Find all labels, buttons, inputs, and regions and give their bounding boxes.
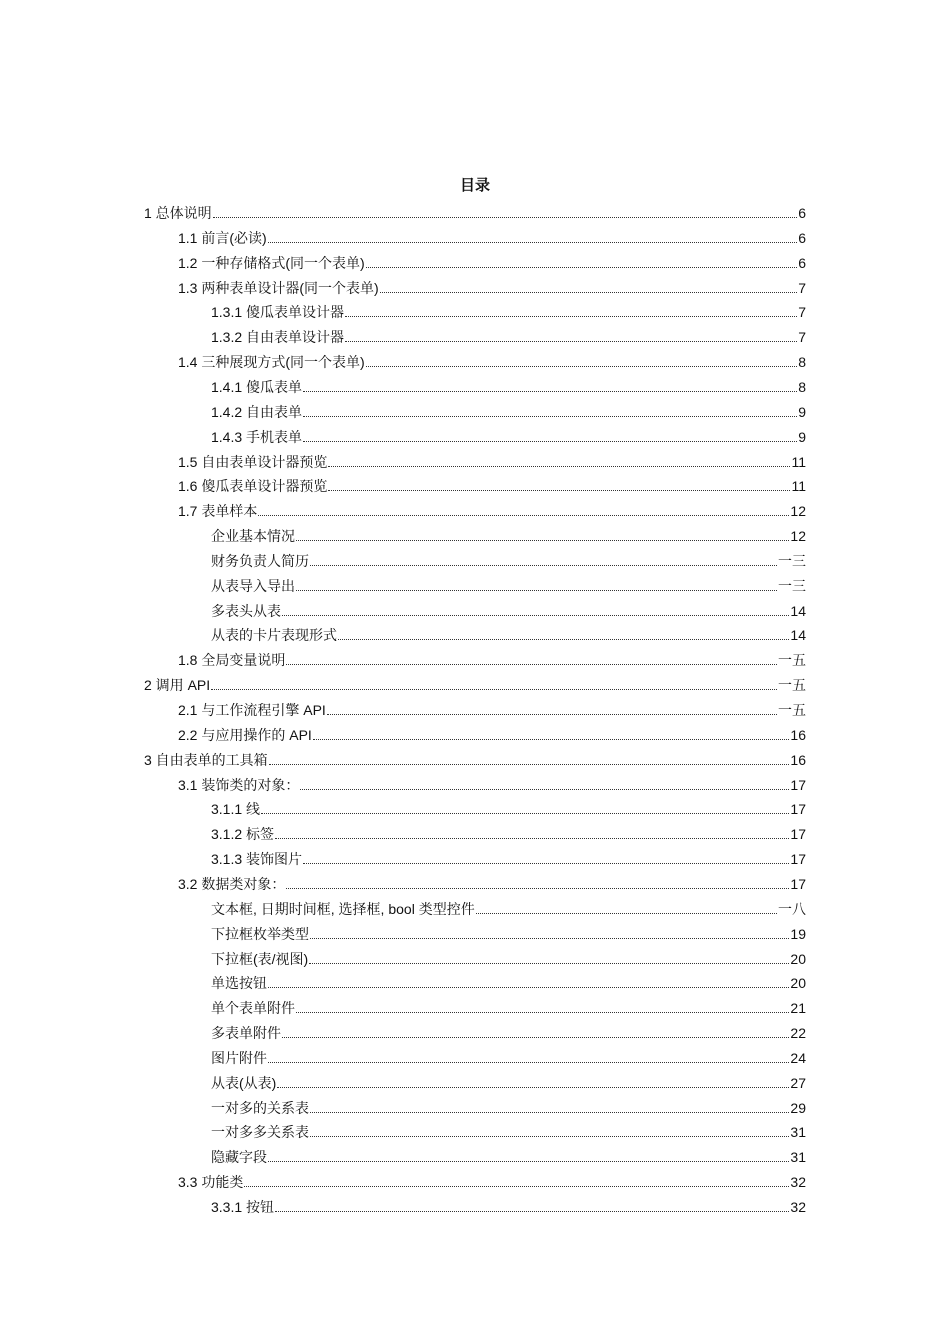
toc-dot-leader xyxy=(286,663,777,665)
toc-dot-leader xyxy=(300,788,789,790)
toc-entry-page: 17 xyxy=(790,826,806,843)
toc-dot-leader xyxy=(303,440,797,442)
toc-entry-label: 3.1.3 装饰图片 xyxy=(211,851,303,868)
toc-entry-page: 31 xyxy=(790,1124,806,1141)
toc-entry[interactable] xyxy=(211,521,806,545)
toc-entry-page: 一三 xyxy=(778,577,806,594)
toc-dot-leader xyxy=(268,986,789,988)
toc-entry-page: 32 xyxy=(790,1199,806,1215)
toc-entry-label: 1.4.2 自由表单 xyxy=(211,403,303,420)
toc-entry-label: 多表单附件 xyxy=(211,1025,281,1042)
toc-dot-leader xyxy=(310,937,789,939)
toc-entry[interactable] xyxy=(178,496,806,520)
toc-entry-page: 20 xyxy=(790,975,806,992)
toc-entry[interactable] xyxy=(178,695,806,719)
toc-entry-label: 1.7 表单样本 xyxy=(178,503,258,520)
toc-dot-leader xyxy=(309,962,789,964)
toc-entry-page: 22 xyxy=(790,1025,806,1042)
toc-entry[interactable] xyxy=(211,919,806,943)
toc-dot-leader xyxy=(261,812,789,814)
toc-entry[interactable] xyxy=(211,620,806,644)
toc-entry-label: 1.4 三种展现方式(同一个表单) xyxy=(178,354,365,371)
toc-entry-label: 图片附件 xyxy=(211,1049,267,1066)
toc-entry-label: 企业基本情况 xyxy=(211,528,295,545)
toc-entry-page: 6 xyxy=(798,205,806,221)
toc-entry[interactable] xyxy=(144,198,806,222)
toc-entry-label: 1.8 全局变量说明 xyxy=(178,652,286,669)
toc-entry-label: 3.1.2 标签 xyxy=(211,826,275,843)
toc-entry-page: 17 xyxy=(790,851,806,868)
toc-entry-page: 一五 xyxy=(778,677,806,694)
toc-entry-label: 2 调用 API xyxy=(144,677,211,694)
toc-entry-page: 21 xyxy=(790,1000,806,1017)
toc-entry-page: 8 xyxy=(798,354,806,371)
toc-entry-page: 17 xyxy=(790,875,806,892)
toc-dot-leader xyxy=(476,912,777,914)
toc-entry-page: 12 xyxy=(790,528,806,545)
toc-entry-label: 从表的卡片表现形式 xyxy=(211,627,337,644)
toc-dot-leader xyxy=(327,713,777,715)
toc-entry-label: 单选按钮 xyxy=(211,975,267,992)
toc-entry[interactable] xyxy=(211,1192,806,1216)
toc-entry[interactable] xyxy=(178,447,806,471)
toc-entry-label: 2.1 与工作流程引擎 API xyxy=(178,702,326,718)
toc-entry[interactable] xyxy=(211,322,806,346)
toc-dot-leader xyxy=(345,340,797,342)
toc-entry[interactable] xyxy=(211,422,806,446)
toc-entry-page: 16 xyxy=(790,751,806,768)
toc-entry-label: 1.5 自由表单设计器预览 xyxy=(178,453,328,470)
toc-entry-page: 29 xyxy=(790,1099,806,1116)
toc-entry-label: 多表头从表 xyxy=(211,602,281,619)
toc-entry[interactable] xyxy=(211,794,806,818)
toc-entry[interactable] xyxy=(178,645,806,669)
toc-dot-leader xyxy=(269,763,790,765)
toc-dot-leader xyxy=(303,415,797,417)
toc-dot-leader xyxy=(277,1086,789,1088)
toc-dot-leader xyxy=(303,390,797,392)
toc-entry[interactable] xyxy=(211,372,806,396)
toc-entry[interactable] xyxy=(211,844,806,868)
toc-entry-label: 3.3.1 按钮 xyxy=(211,1199,275,1215)
toc-entry[interactable] xyxy=(211,1068,806,1092)
toc-entry-label: 隐藏字段 xyxy=(211,1149,267,1166)
toc-dot-leader xyxy=(211,688,777,690)
toc-entry-page: 7 xyxy=(798,279,806,296)
toc-dot-leader xyxy=(366,266,798,268)
toc-entry-page: 32 xyxy=(790,1174,806,1191)
toc-entry[interactable] xyxy=(144,670,806,694)
toc-entry-page: 一五 xyxy=(778,702,806,718)
toc-entry-page: 24 xyxy=(790,1049,806,1066)
toc-entry[interactable] xyxy=(211,993,806,1017)
toc-entry[interactable] xyxy=(211,1018,806,1042)
toc-dot-leader xyxy=(313,738,790,740)
toc-entry-label: 文本框, 日期时间框, 选择框, bool 类型控件 xyxy=(211,900,475,917)
toc-entry-page: 12 xyxy=(790,503,806,520)
toc-entry-label: 1 总体说明 xyxy=(144,205,212,221)
toc-entry-page: 16 xyxy=(790,726,806,743)
toc-entry[interactable] xyxy=(211,1142,806,1166)
toc-entry-page: 17 xyxy=(790,801,806,818)
toc-entry-label: 3 自由表单的工具箱 xyxy=(144,751,268,768)
toc-entry[interactable] xyxy=(211,819,806,843)
toc-entry-label: 1.3.1 傻瓜表单设计器 xyxy=(211,304,345,321)
toc-entry-label: 1.1 前言(必读) xyxy=(178,229,267,246)
toc-entry-page: 19 xyxy=(790,925,806,942)
toc-entry-label: 从表导入导出 xyxy=(211,577,295,594)
toc-entry[interactable] xyxy=(178,248,806,272)
toc-entry[interactable] xyxy=(211,397,806,421)
toc-entry-page: 27 xyxy=(790,1074,806,1091)
toc-entry[interactable] xyxy=(211,968,806,992)
toc-entry-page: 9 xyxy=(798,403,806,420)
toc-dot-leader xyxy=(268,1061,789,1063)
toc-entry-page: 20 xyxy=(790,950,806,967)
toc-entry-page: 7 xyxy=(798,304,806,321)
toc-entry[interactable] xyxy=(178,273,806,297)
toc-entry-label: 3.1 装饰类的对象： xyxy=(178,776,300,793)
toc-title: 目录 xyxy=(459,177,490,194)
toc-entry-page: 9 xyxy=(798,428,806,445)
toc-entry-page: 一三 xyxy=(778,552,806,569)
toc-entry[interactable] xyxy=(211,546,806,570)
toc-entry-page: 一五 xyxy=(778,652,806,669)
toc-entry-label: 下拉框(表/视图) xyxy=(211,950,309,967)
toc-dot-leader xyxy=(275,837,789,839)
toc-entry-page: 6 xyxy=(798,254,806,271)
toc-entry-page: 11 xyxy=(791,478,806,495)
toc-entry[interactable] xyxy=(211,1043,806,1067)
toc-dot-leader xyxy=(380,291,798,293)
toc-entry[interactable] xyxy=(211,1093,806,1117)
toc-entry-label: 3.1.1 线 xyxy=(211,801,261,818)
toc-entry-page: 一八 xyxy=(778,900,806,917)
toc-entry-label: 2.2 与应用操作的 API xyxy=(178,726,312,743)
toc-entry[interactable] xyxy=(178,770,806,794)
toc-dot-leader xyxy=(275,1210,789,1212)
toc-entry-page: 17 xyxy=(790,776,806,793)
toc-entry-page: 6 xyxy=(798,229,806,246)
toc-entry-page: 11 xyxy=(791,453,806,470)
toc-entry[interactable] xyxy=(211,297,806,321)
toc-entry[interactable] xyxy=(178,347,806,371)
toc-dot-leader xyxy=(345,315,797,317)
toc-dot-leader xyxy=(296,539,789,541)
toc-dot-leader xyxy=(310,1135,789,1137)
toc-dot-leader xyxy=(286,887,789,889)
toc-dot-leader xyxy=(328,465,790,467)
toc-entry[interactable] xyxy=(211,571,806,595)
toc-entry[interactable] xyxy=(178,223,806,247)
toc-entry-label: 1.2 一种存储格式(同一个表单) xyxy=(178,254,365,271)
toc-entry[interactable] xyxy=(144,745,806,769)
toc-entry-page: 7 xyxy=(798,329,806,346)
toc-dot-leader xyxy=(310,564,777,566)
toc-entry-label: 单个表单附件 xyxy=(211,1000,295,1017)
toc-dot-leader xyxy=(244,1185,789,1187)
toc-entry-label: 一对多的关系表 xyxy=(211,1099,309,1116)
toc-entry-page: 14 xyxy=(790,602,806,619)
toc-dot-leader xyxy=(268,1160,789,1162)
toc-entry[interactable] xyxy=(211,894,806,918)
toc-dot-leader xyxy=(213,216,798,218)
toc-entry-label: 下拉框枚举类型 xyxy=(211,925,309,942)
toc-entry[interactable] xyxy=(178,720,806,744)
toc-dot-leader xyxy=(303,862,789,864)
toc-entry-page: 14 xyxy=(790,627,806,644)
toc-entry-label: 财务负责人简历 xyxy=(211,552,309,569)
toc-entry-page: 8 xyxy=(798,378,806,395)
toc-entry-label: 从表(从表) xyxy=(211,1074,277,1091)
toc-dot-leader xyxy=(282,614,789,616)
toc-entry-label: 1.3.2 自由表单设计器 xyxy=(211,329,345,346)
toc-entry-label: 3.2 数据类对象： xyxy=(178,875,286,892)
toc-dot-leader xyxy=(310,1111,789,1113)
toc-entry-label: 1.4.3 手机表单 xyxy=(211,428,303,445)
toc-entry-label: 1.4.1 傻瓜表单 xyxy=(211,378,303,395)
toc-entry-label: 1.6 傻瓜表单设计器预览 xyxy=(178,478,328,495)
toc-entry-page: 31 xyxy=(790,1149,806,1166)
toc-entry[interactable] xyxy=(178,471,806,495)
toc-dot-leader xyxy=(282,1036,789,1038)
toc-entry-label: 3.3 功能类 xyxy=(178,1174,244,1191)
toc-entry-label: 一对多多关系表 xyxy=(211,1124,309,1141)
toc-dot-leader xyxy=(268,241,798,243)
toc-dot-leader xyxy=(296,1011,789,1013)
toc-entry[interactable] xyxy=(211,596,806,620)
toc-entry[interactable] xyxy=(178,869,806,893)
toc-dot-leader xyxy=(328,489,790,491)
toc-dot-leader xyxy=(366,365,798,367)
toc-entry[interactable] xyxy=(211,944,806,968)
toc-entry[interactable] xyxy=(211,1117,806,1141)
toc-entry[interactable] xyxy=(178,1167,806,1191)
toc-dot-leader xyxy=(296,589,777,591)
toc-dot-leader xyxy=(338,638,789,640)
toc-dot-leader xyxy=(258,514,789,516)
toc-entry-label: 1.3 两种表单设计器(同一个表单) xyxy=(178,279,379,296)
